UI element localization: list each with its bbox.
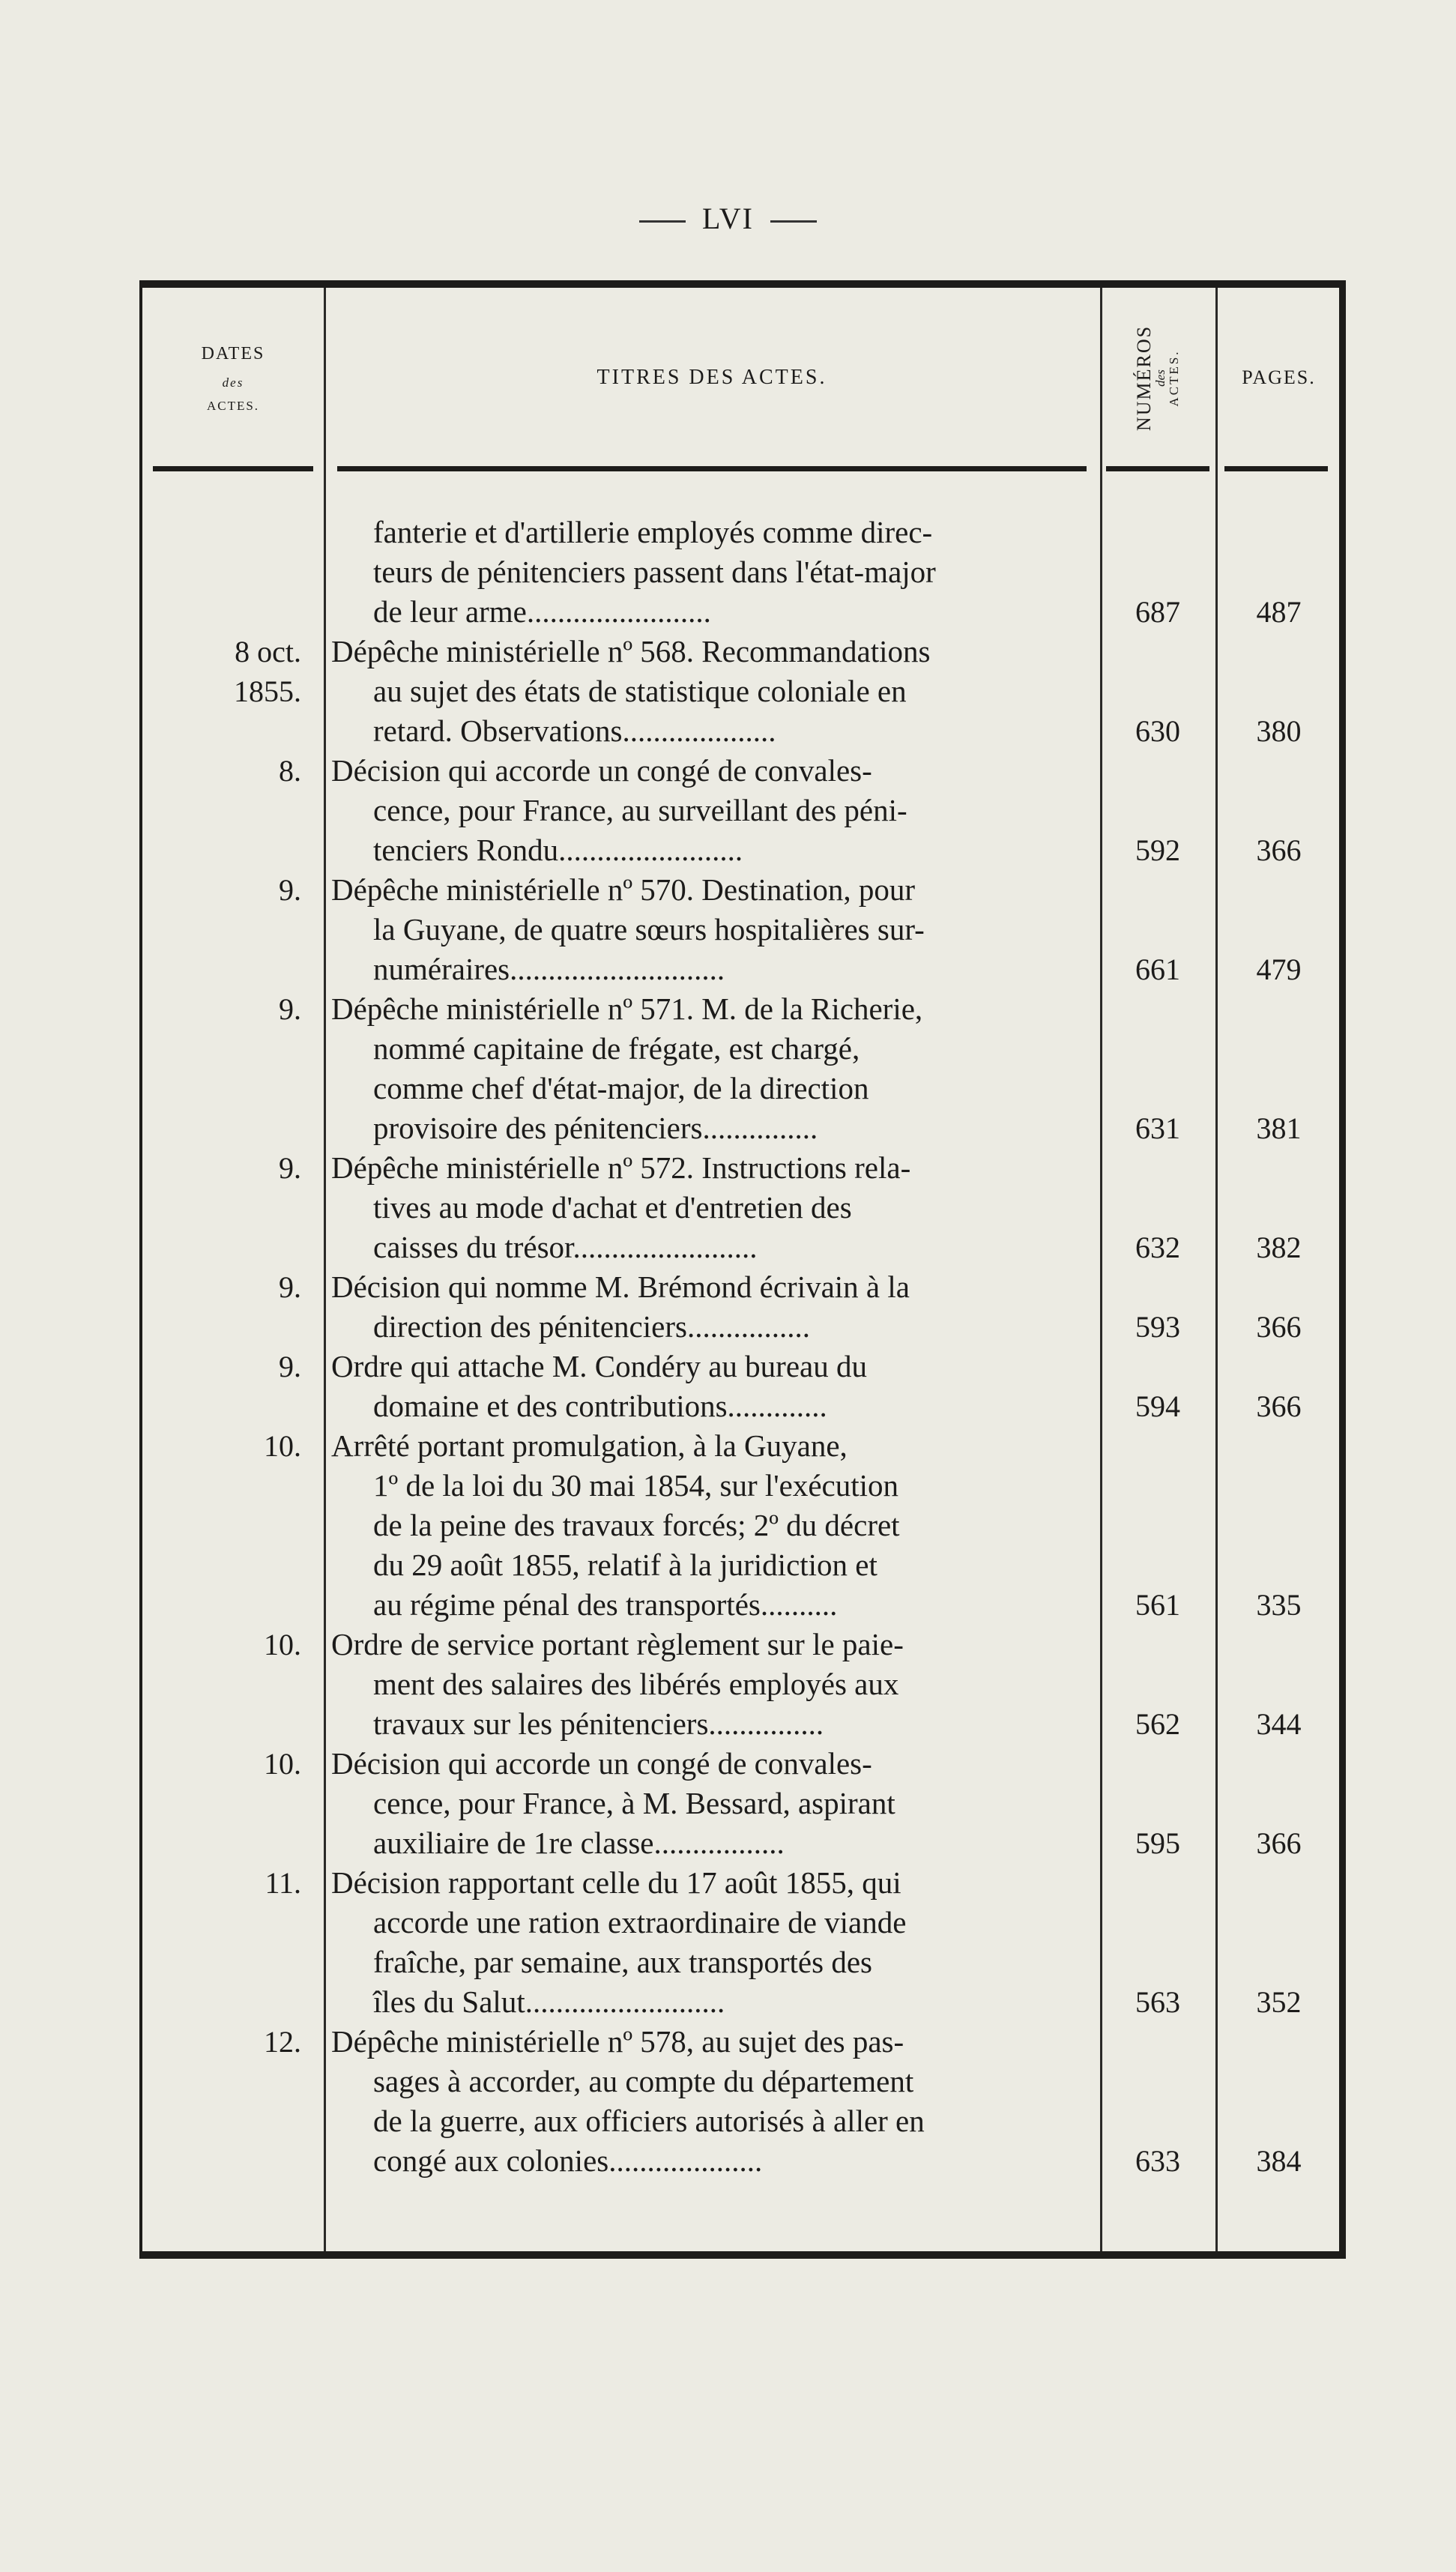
entry-title xyxy=(331,870,1081,989)
entry-date xyxy=(142,989,301,1029)
entry-title xyxy=(331,1148,1081,1267)
entry-numero: 594 xyxy=(1135,1389,1180,1423)
entry-numero: 561 xyxy=(1135,1588,1180,1622)
entry-title-line: teurs de pénitenciers passent dans l'état-major xyxy=(373,555,936,589)
entry-page: 352 xyxy=(1256,1985,1302,2019)
entry-title-line: de la guerre, aux officiers autorisés à aller en xyxy=(373,2104,925,2138)
entry-title-line: au sujet des états de statistique coloniale en xyxy=(373,674,907,708)
entry-date xyxy=(142,1744,301,1784)
entry-numero: 632 xyxy=(1135,1231,1180,1264)
entry-title-line: direction des pénitenciers................ xyxy=(373,1309,810,1344)
entry-title-line: Ordre de service portant règlement sur le paie- xyxy=(331,1627,904,1661)
entry-title-line: tenciers Rondu........................ xyxy=(373,833,743,867)
entry-title-line: domaine et des contributions............. xyxy=(373,1389,827,1423)
entry-title xyxy=(331,989,1081,1148)
header-dates xyxy=(142,304,324,451)
header-rule xyxy=(153,466,313,471)
entry-date xyxy=(142,1347,301,1386)
entry-date xyxy=(142,1426,301,1466)
entry-page: 366 xyxy=(1256,1389,1302,1423)
entry-title-line: congé aux colonies.................... xyxy=(373,2143,763,2178)
entry-numero: 630 xyxy=(1135,714,1180,748)
entry-title-line: tives au mode d'achat et d'entretien des xyxy=(373,1190,852,1225)
entry-page: 366 xyxy=(1256,833,1302,867)
header-numeros-line1: NUMÉROS xyxy=(1133,324,1156,431)
header-dates-line3: ACTES. xyxy=(206,399,260,414)
header-numeros-line3: ACTES. xyxy=(1167,348,1182,407)
entry-title-line: Décision qui nomme M. Brémond écrivain à la xyxy=(331,1270,910,1304)
entry-date-line1: 9. xyxy=(279,873,301,907)
entry-numero: 593 xyxy=(1135,1310,1180,1344)
entry-title-line: ment des salaires des libérés employés aux xyxy=(373,1667,899,1701)
entry-page: 380 xyxy=(1256,714,1302,748)
entry-numero: 661 xyxy=(1135,953,1180,986)
entry-title-line: fanterie et d'artillerie employés comme direc- xyxy=(373,515,933,549)
entry-date xyxy=(142,2022,301,2062)
entry-title-line: Dépêche ministérielle nº 571. M. de la Richerie, xyxy=(331,991,923,1026)
entry-title-line: Dépêche ministérielle nº 568. Recommandations xyxy=(331,634,931,668)
entry-title-line: Décision qui accorde un congé de convales- xyxy=(331,753,872,788)
header-pages-text: PAGES. xyxy=(1242,366,1316,388)
entry-title-line: numéraires............................ xyxy=(373,952,725,986)
entry-numero: 631 xyxy=(1135,1111,1180,1145)
header-titres-text: TITRES DES ACTES. xyxy=(596,366,827,389)
entry-title-line: îles du Salut.......................... xyxy=(373,1984,725,2019)
entry-title-line: comme chef d'état-major, de la direction xyxy=(373,1071,869,1105)
entry-date-line1: 9. xyxy=(279,1151,301,1185)
entry-title-line: Décision rapportant celle du 17 août 1855, qui xyxy=(331,1865,901,1900)
entry-date-line2: 1855. xyxy=(234,674,301,708)
table-row xyxy=(142,870,1342,989)
entry-title xyxy=(331,1426,1081,1625)
entry-title-line: auxiliaire de 1re classe................. xyxy=(373,1826,785,1860)
entry-title xyxy=(331,1744,1081,1863)
table-row xyxy=(142,1347,1342,1426)
entry-title-line: Arrêté portant promulgation, à la Guyane, xyxy=(331,1428,848,1463)
entry-title-line: la Guyane, de quatre sœurs hospitalières sur- xyxy=(373,912,925,947)
table-row xyxy=(142,632,1342,751)
entry-numero: 562 xyxy=(1135,1707,1180,1741)
header-dates-line1: DATES xyxy=(201,344,265,364)
entry-date-line1: 9. xyxy=(279,992,301,1026)
entry-title-line: Décision qui accorde un congé de convales- xyxy=(331,1746,872,1781)
table-row xyxy=(142,1426,1342,1625)
entry-title-line: caisses du trésor........................ xyxy=(373,1230,758,1264)
entry-title xyxy=(331,1347,1081,1426)
table-body xyxy=(142,513,1342,2181)
entry-title-line: de la peine des travaux forcés; 2º du décret xyxy=(373,1508,900,1542)
table-row xyxy=(142,1625,1342,1744)
entry-date-line1: 11. xyxy=(265,1866,301,1900)
entry-title-line: Dépêche ministérielle nº 578, au sujet des pas- xyxy=(331,2024,904,2059)
entry-title-line: du 29 août 1855, relatif à la juridiction et xyxy=(373,1548,877,1582)
entry-numero: 633 xyxy=(1135,2144,1180,2178)
entry-date-line1: 8. xyxy=(279,754,301,788)
entry-title-line: sages à accorder, au compte du département xyxy=(373,2064,914,2098)
header-titres xyxy=(324,304,1100,451)
entry-page: 381 xyxy=(1256,1111,1302,1145)
entry-title-line: de leur arme........................ xyxy=(373,594,711,629)
entry-title-line: cence, pour France, à M. Bessard, aspirant xyxy=(373,1786,895,1820)
entry-date-line1: 9. xyxy=(279,1350,301,1383)
entry-page: 366 xyxy=(1256,1310,1302,1344)
entry-title-line: accorde une ration extraordinaire de viande xyxy=(373,1905,907,1939)
entry-title-line: retard. Observations.................... xyxy=(373,713,776,748)
header-rule xyxy=(1106,466,1209,471)
entry-title-line: fraîche, par semaine, aux transportés des xyxy=(373,1945,872,1979)
table-row xyxy=(142,2022,1342,2181)
entry-title xyxy=(331,513,1081,632)
header-numeros xyxy=(1100,304,1215,451)
entry-page: 344 xyxy=(1256,1707,1302,1741)
entry-date-line1: 12. xyxy=(264,2025,301,2059)
entry-date-line1: 10. xyxy=(264,1628,301,1661)
header-dates-line2: des xyxy=(222,375,244,390)
entry-page: 384 xyxy=(1256,2144,1302,2178)
entry-title xyxy=(331,2022,1081,2181)
entry-date-line1: 8 oct. xyxy=(235,635,301,668)
page-number xyxy=(0,201,1456,236)
table-row xyxy=(142,513,1342,632)
entry-date xyxy=(142,870,301,910)
entry-title xyxy=(331,632,1081,751)
entry-title-line: 1º de la loi du 30 mai 1854, sur l'exécution xyxy=(373,1468,899,1503)
entry-title-line: nommé capitaine de frégate, est chargé, xyxy=(373,1031,860,1066)
entry-page: 382 xyxy=(1256,1231,1302,1264)
table-row xyxy=(142,1863,1342,2022)
table-row xyxy=(142,751,1342,870)
entry-date-line1: 10. xyxy=(264,1429,301,1463)
acts-table xyxy=(139,280,1346,2259)
entry-title-line: Ordre qui attache M. Condéry au bureau du xyxy=(331,1349,867,1383)
entry-page: 479 xyxy=(1256,953,1302,986)
dash-right xyxy=(770,220,817,223)
header-rule xyxy=(1224,466,1328,471)
entry-title-line: provisoire des pénitenciers............... xyxy=(373,1111,818,1145)
header-rule xyxy=(337,466,1087,471)
entry-date xyxy=(142,1148,301,1188)
table-row xyxy=(142,989,1342,1148)
entry-numero: 563 xyxy=(1135,1985,1180,2019)
entry-numero: 687 xyxy=(1135,595,1180,629)
table-row xyxy=(142,1744,1342,1863)
entry-title xyxy=(331,1267,1081,1347)
table-row xyxy=(142,1267,1342,1347)
entry-date xyxy=(142,1267,301,1307)
entry-date xyxy=(142,632,301,711)
entry-title xyxy=(331,1863,1081,2022)
entry-page: 335 xyxy=(1256,1588,1302,1622)
entry-page: 366 xyxy=(1256,1826,1302,1860)
entry-page: 487 xyxy=(1256,595,1302,629)
header-pages xyxy=(1215,304,1342,451)
entry-title-line: travaux sur les pénitenciers............... xyxy=(373,1706,824,1741)
entry-title xyxy=(331,1625,1081,1744)
entry-date xyxy=(142,1863,301,1903)
table-row xyxy=(142,1148,1342,1267)
entry-date-line1: 9. xyxy=(279,1270,301,1304)
entry-title-line: Dépêche ministérielle nº 572. Instructions rela- xyxy=(331,1150,911,1185)
entry-numero: 592 xyxy=(1135,833,1180,867)
entry-date-line1: 10. xyxy=(264,1747,301,1781)
entry-title-line: au régime pénal des transportés.......... xyxy=(373,1587,838,1622)
entry-title-line: cence, pour France, au surveillant des péni- xyxy=(373,793,907,827)
entry-date xyxy=(142,1625,301,1664)
entry-title xyxy=(331,751,1081,870)
dash-left xyxy=(639,220,686,223)
header-numeros-line2: des xyxy=(1153,369,1168,387)
entry-date xyxy=(142,751,301,791)
page-number-text: LVI xyxy=(702,202,754,235)
entry-title-line: Dépêche ministérielle nº 570. Destination, pour xyxy=(331,872,915,907)
entry-numero: 595 xyxy=(1135,1826,1180,1860)
